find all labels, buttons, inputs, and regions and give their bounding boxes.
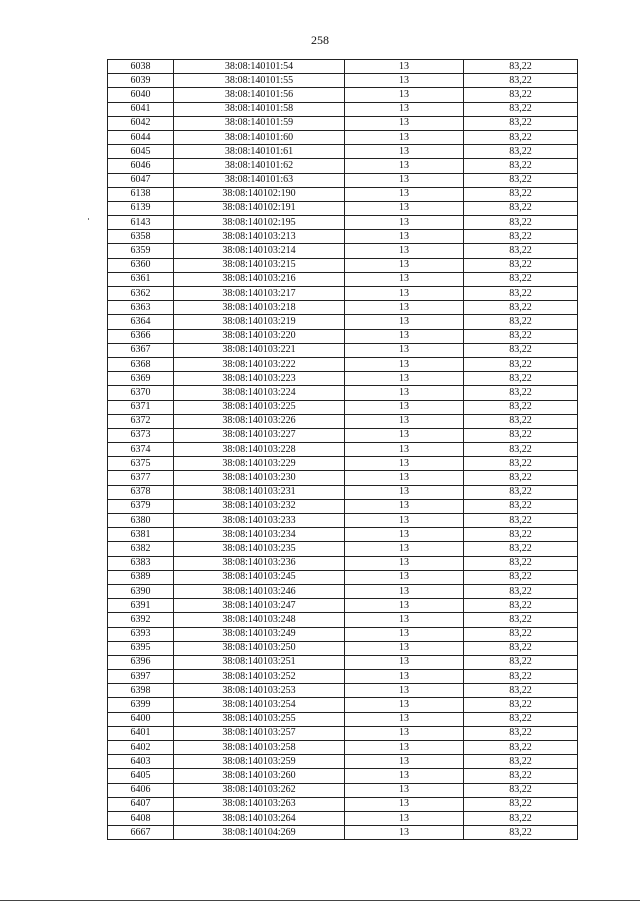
value-cell: 83,22 xyxy=(464,386,578,400)
quantity-cell: 13 xyxy=(345,130,464,144)
value-cell: 83,22 xyxy=(464,698,578,712)
row-number-cell: 6364 xyxy=(108,315,174,329)
table-row xyxy=(108,741,578,755)
cadastral-number-cell: 38:08:140103:247 xyxy=(174,599,345,613)
value-cell: 83,22 xyxy=(464,329,578,343)
quantity-cell: 13 xyxy=(345,627,464,641)
value-cell: 83,22 xyxy=(464,712,578,726)
quantity-cell: 13 xyxy=(345,471,464,485)
row-number-cell: 6363 xyxy=(108,301,174,315)
quantity-cell: 13 xyxy=(345,443,464,457)
row-number-cell: 6369 xyxy=(108,372,174,386)
table-row xyxy=(108,272,578,286)
row-number-cell: 6370 xyxy=(108,386,174,400)
cadastral-number-cell: 38:08:140101:63 xyxy=(174,173,345,187)
cadastral-number-cell: 38:08:140103:252 xyxy=(174,670,345,684)
cadastral-number-cell: 38:08:140103:248 xyxy=(174,613,345,627)
value-cell: 83,22 xyxy=(464,372,578,386)
row-number-cell: 6380 xyxy=(108,514,174,528)
value-cell: 83,22 xyxy=(464,769,578,783)
quantity-cell: 13 xyxy=(345,145,464,159)
row-number-cell: 6366 xyxy=(108,329,174,343)
quantity-cell: 13 xyxy=(345,726,464,740)
table-row xyxy=(108,542,578,556)
value-cell: 83,22 xyxy=(464,570,578,584)
value-cell: 83,22 xyxy=(464,584,578,598)
value-cell: 83,22 xyxy=(464,315,578,329)
cadastral-number-cell: 38:08:140103:235 xyxy=(174,542,345,556)
table-row xyxy=(108,343,578,357)
quantity-cell: 13 xyxy=(345,712,464,726)
value-cell: 83,22 xyxy=(464,811,578,825)
row-number-cell: 6405 xyxy=(108,769,174,783)
table-row xyxy=(108,102,578,116)
table-row xyxy=(108,88,578,102)
cadastral-number-cell: 38:08:140103:257 xyxy=(174,726,345,740)
value-cell: 83,22 xyxy=(464,88,578,102)
row-number-cell: 6667 xyxy=(108,826,174,840)
row-number-cell: 6371 xyxy=(108,400,174,414)
table-row xyxy=(108,584,578,598)
table-row xyxy=(108,173,578,187)
value-cell: 83,22 xyxy=(464,258,578,272)
scan-mark xyxy=(88,218,89,220)
row-number-cell: 6379 xyxy=(108,499,174,513)
row-number-cell: 6362 xyxy=(108,287,174,301)
row-number-cell: 6046 xyxy=(108,159,174,173)
table-row xyxy=(108,712,578,726)
quantity-cell: 13 xyxy=(345,741,464,755)
quantity-cell: 13 xyxy=(345,244,464,258)
table-body xyxy=(108,60,578,840)
value-cell: 83,22 xyxy=(464,116,578,130)
value-cell: 83,22 xyxy=(464,556,578,570)
row-number-cell: 6367 xyxy=(108,343,174,357)
table-row xyxy=(108,499,578,513)
table-row xyxy=(108,485,578,499)
table-row xyxy=(108,443,578,457)
value-cell: 83,22 xyxy=(464,755,578,769)
table-row xyxy=(108,287,578,301)
table-row xyxy=(108,400,578,414)
table-row xyxy=(108,613,578,627)
table-row xyxy=(108,528,578,542)
value-cell: 83,22 xyxy=(464,471,578,485)
quantity-cell: 13 xyxy=(345,457,464,471)
page-bottom-rule xyxy=(0,900,640,901)
table-row xyxy=(108,457,578,471)
row-number-cell: 6391 xyxy=(108,599,174,613)
row-number-cell: 6399 xyxy=(108,698,174,712)
value-cell: 83,22 xyxy=(464,287,578,301)
quantity-cell: 13 xyxy=(345,116,464,130)
row-number-cell: 6044 xyxy=(108,130,174,144)
cadastral-number-cell: 38:08:140101:55 xyxy=(174,74,345,88)
cadastral-number-cell: 38:08:140103:226 xyxy=(174,414,345,428)
cadastral-number-cell: 38:08:140103:213 xyxy=(174,230,345,244)
quantity-cell: 13 xyxy=(345,343,464,357)
table-row xyxy=(108,641,578,655)
table-row xyxy=(108,627,578,641)
table-row xyxy=(108,655,578,669)
quantity-cell: 13 xyxy=(345,88,464,102)
quantity-cell: 13 xyxy=(345,599,464,613)
quantity-cell: 13 xyxy=(345,301,464,315)
table-row xyxy=(108,230,578,244)
quantity-cell: 13 xyxy=(345,287,464,301)
cadastral-number-cell: 38:08:140103:233 xyxy=(174,514,345,528)
cadastral-number-cell: 38:08:140103:250 xyxy=(174,641,345,655)
row-number-cell: 6397 xyxy=(108,670,174,684)
row-number-cell: 6143 xyxy=(108,216,174,230)
row-number-cell: 6375 xyxy=(108,457,174,471)
quantity-cell: 13 xyxy=(345,400,464,414)
table-row xyxy=(108,698,578,712)
cadastral-number-cell: 38:08:140103:245 xyxy=(174,570,345,584)
value-cell: 83,22 xyxy=(464,641,578,655)
value-cell: 83,22 xyxy=(464,230,578,244)
row-number-cell: 6374 xyxy=(108,443,174,457)
cadastral-number-cell: 38:08:140103:216 xyxy=(174,272,345,286)
value-cell: 83,22 xyxy=(464,244,578,258)
value-cell: 83,22 xyxy=(464,670,578,684)
value-cell: 83,22 xyxy=(464,343,578,357)
quantity-cell: 13 xyxy=(345,514,464,528)
value-cell: 83,22 xyxy=(464,655,578,669)
quantity-cell: 13 xyxy=(345,826,464,840)
row-number-cell: 6389 xyxy=(108,570,174,584)
quantity-cell: 13 xyxy=(345,159,464,173)
row-number-cell: 6047 xyxy=(108,173,174,187)
table-row xyxy=(108,116,578,130)
value-cell: 83,22 xyxy=(464,400,578,414)
row-number-cell: 6407 xyxy=(108,797,174,811)
quantity-cell: 13 xyxy=(345,201,464,215)
table-row xyxy=(108,684,578,698)
row-number-cell: 6396 xyxy=(108,655,174,669)
row-number-cell: 6045 xyxy=(108,145,174,159)
cadastral-number-cell: 38:08:140101:62 xyxy=(174,159,345,173)
quantity-cell: 13 xyxy=(345,187,464,201)
table-row xyxy=(108,244,578,258)
quantity-cell: 13 xyxy=(345,542,464,556)
row-number-cell: 6401 xyxy=(108,726,174,740)
value-cell: 83,22 xyxy=(464,60,578,74)
value-cell: 83,22 xyxy=(464,414,578,428)
cadastral-number-cell: 38:08:140103:231 xyxy=(174,485,345,499)
table-row xyxy=(108,386,578,400)
cadastral-number-cell: 38:08:140103:214 xyxy=(174,244,345,258)
cadastral-number-cell: 38:08:140103:223 xyxy=(174,372,345,386)
value-cell: 83,22 xyxy=(464,301,578,315)
cadastral-number-cell: 38:08:140103:234 xyxy=(174,528,345,542)
quantity-cell: 13 xyxy=(345,528,464,542)
cadastral-number-cell: 38:08:140103:229 xyxy=(174,457,345,471)
cadastral-number-cell: 38:08:140101:60 xyxy=(174,130,345,144)
row-number-cell: 6372 xyxy=(108,414,174,428)
quantity-cell: 13 xyxy=(345,230,464,244)
cadastral-number-cell: 38:08:140102:190 xyxy=(174,187,345,201)
quantity-cell: 13 xyxy=(345,372,464,386)
row-number-cell: 6138 xyxy=(108,187,174,201)
value-cell: 83,22 xyxy=(464,627,578,641)
cadastral-number-cell: 38:08:140101:58 xyxy=(174,102,345,116)
value-cell: 83,22 xyxy=(464,528,578,542)
row-number-cell: 6395 xyxy=(108,641,174,655)
table-row xyxy=(108,74,578,88)
cadastral-number-cell: 38:08:140103:254 xyxy=(174,698,345,712)
value-cell: 83,22 xyxy=(464,159,578,173)
table-row xyxy=(108,599,578,613)
quantity-cell: 13 xyxy=(345,641,464,655)
value-cell: 83,22 xyxy=(464,684,578,698)
row-number-cell: 6139 xyxy=(108,201,174,215)
value-cell: 83,22 xyxy=(464,499,578,513)
cadastral-number-cell: 38:08:140103:224 xyxy=(174,386,345,400)
table-row xyxy=(108,783,578,797)
cadastral-number-cell: 38:08:140103:264 xyxy=(174,811,345,825)
table-row xyxy=(108,130,578,144)
row-number-cell: 6381 xyxy=(108,528,174,542)
cadastral-number-cell: 38:08:140103:219 xyxy=(174,315,345,329)
quantity-cell: 13 xyxy=(345,102,464,116)
table-row xyxy=(108,471,578,485)
value-cell: 83,22 xyxy=(464,173,578,187)
quantity-cell: 13 xyxy=(345,755,464,769)
cadastral-number-cell: 38:08:140103:215 xyxy=(174,258,345,272)
cadastral-number-cell: 38:08:140103:230 xyxy=(174,471,345,485)
value-cell: 83,22 xyxy=(464,599,578,613)
cadastral-number-cell: 38:08:140103:236 xyxy=(174,556,345,570)
table-row xyxy=(108,769,578,783)
row-number-cell: 6358 xyxy=(108,230,174,244)
cadastral-number-cell: 38:08:140103:253 xyxy=(174,684,345,698)
table-row xyxy=(108,301,578,315)
row-number-cell: 6392 xyxy=(108,613,174,627)
row-number-cell: 6040 xyxy=(108,88,174,102)
cadastral-number-cell: 38:08:140103:227 xyxy=(174,428,345,442)
value-cell: 83,22 xyxy=(464,797,578,811)
cadastral-number-cell: 38:08:140101:59 xyxy=(174,116,345,130)
table-row xyxy=(108,570,578,584)
cadastral-number-cell: 38:08:140103:251 xyxy=(174,655,345,669)
table-row xyxy=(108,726,578,740)
quantity-cell: 13 xyxy=(345,797,464,811)
value-cell: 83,22 xyxy=(464,201,578,215)
quantity-cell: 13 xyxy=(345,570,464,584)
quantity-cell: 13 xyxy=(345,811,464,825)
table-row xyxy=(108,514,578,528)
table-row xyxy=(108,315,578,329)
cadastral-table xyxy=(107,59,578,840)
value-cell: 83,22 xyxy=(464,428,578,442)
cadastral-number-cell: 38:08:140101:54 xyxy=(174,60,345,74)
quantity-cell: 13 xyxy=(345,258,464,272)
cadastral-number-cell: 38:08:140103:262 xyxy=(174,783,345,797)
row-number-cell: 6038 xyxy=(108,60,174,74)
cadastral-number-cell: 38:08:140103:222 xyxy=(174,357,345,371)
table-row xyxy=(108,159,578,173)
table-row xyxy=(108,329,578,343)
value-cell: 83,22 xyxy=(464,726,578,740)
quantity-cell: 13 xyxy=(345,613,464,627)
cadastral-number-cell: 38:08:140102:191 xyxy=(174,201,345,215)
row-number-cell: 6398 xyxy=(108,684,174,698)
row-number-cell: 6383 xyxy=(108,556,174,570)
quantity-cell: 13 xyxy=(345,684,464,698)
cadastral-number-cell: 38:08:140103:221 xyxy=(174,343,345,357)
table-row xyxy=(108,372,578,386)
value-cell: 83,22 xyxy=(464,457,578,471)
table-row xyxy=(108,414,578,428)
cadastral-number-cell: 38:08:140103:263 xyxy=(174,797,345,811)
table-row xyxy=(108,145,578,159)
value-cell: 83,22 xyxy=(464,826,578,840)
quantity-cell: 13 xyxy=(345,655,464,669)
value-cell: 83,22 xyxy=(464,613,578,627)
cadastral-number-cell: 38:08:140103:217 xyxy=(174,287,345,301)
cadastral-number-cell: 38:08:140103:246 xyxy=(174,584,345,598)
cadastral-number-cell: 38:08:140103:232 xyxy=(174,499,345,513)
row-number-cell: 6039 xyxy=(108,74,174,88)
cadastral-number-cell: 38:08:140103:249 xyxy=(174,627,345,641)
quantity-cell: 13 xyxy=(345,670,464,684)
row-number-cell: 6393 xyxy=(108,627,174,641)
row-number-cell: 6360 xyxy=(108,258,174,272)
quantity-cell: 13 xyxy=(345,329,464,343)
quantity-cell: 13 xyxy=(345,315,464,329)
cadastral-number-cell: 38:08:140101:61 xyxy=(174,145,345,159)
cadastral-number-cell: 38:08:140103:218 xyxy=(174,301,345,315)
row-number-cell: 6359 xyxy=(108,244,174,258)
quantity-cell: 13 xyxy=(345,272,464,286)
cadastral-number-cell: 38:08:140103:220 xyxy=(174,329,345,343)
value-cell: 83,22 xyxy=(464,542,578,556)
cadastral-number-cell: 38:08:140103:225 xyxy=(174,400,345,414)
value-cell: 83,22 xyxy=(464,272,578,286)
table-row xyxy=(108,201,578,215)
value-cell: 83,22 xyxy=(464,443,578,457)
value-cell: 83,22 xyxy=(464,741,578,755)
row-number-cell: 6390 xyxy=(108,584,174,598)
quantity-cell: 13 xyxy=(345,216,464,230)
quantity-cell: 13 xyxy=(345,74,464,88)
quantity-cell: 13 xyxy=(345,499,464,513)
row-number-cell: 6400 xyxy=(108,712,174,726)
cadastral-number-cell: 38:08:140103:260 xyxy=(174,769,345,783)
row-number-cell: 6402 xyxy=(108,741,174,755)
row-number-cell: 6378 xyxy=(108,485,174,499)
quantity-cell: 13 xyxy=(345,783,464,797)
row-number-cell: 6373 xyxy=(108,428,174,442)
table-row xyxy=(108,556,578,570)
cadastral-number-cell: 38:08:140104:269 xyxy=(174,826,345,840)
quantity-cell: 13 xyxy=(345,584,464,598)
table-row xyxy=(108,60,578,74)
table-row xyxy=(108,258,578,272)
table-row xyxy=(108,811,578,825)
cadastral-number-cell: 38:08:140103:228 xyxy=(174,443,345,457)
row-number-cell: 6042 xyxy=(108,116,174,130)
row-number-cell: 6377 xyxy=(108,471,174,485)
quantity-cell: 13 xyxy=(345,698,464,712)
table-row xyxy=(108,187,578,201)
quantity-cell: 13 xyxy=(345,357,464,371)
table-row xyxy=(108,670,578,684)
value-cell: 83,22 xyxy=(464,145,578,159)
row-number-cell: 6403 xyxy=(108,755,174,769)
row-number-cell: 6041 xyxy=(108,102,174,116)
cadastral-number-cell: 38:08:140101:56 xyxy=(174,88,345,102)
quantity-cell: 13 xyxy=(345,556,464,570)
value-cell: 83,22 xyxy=(464,216,578,230)
row-number-cell: 6382 xyxy=(108,542,174,556)
value-cell: 83,22 xyxy=(464,514,578,528)
cadastral-number-cell: 38:08:140103:258 xyxy=(174,741,345,755)
value-cell: 83,22 xyxy=(464,187,578,201)
table-row xyxy=(108,755,578,769)
quantity-cell: 13 xyxy=(345,173,464,187)
quantity-cell: 13 xyxy=(345,485,464,499)
cadastral-number-cell: 38:08:140102:195 xyxy=(174,216,345,230)
value-cell: 83,22 xyxy=(464,130,578,144)
row-number-cell: 6368 xyxy=(108,357,174,371)
quantity-cell: 13 xyxy=(345,769,464,783)
row-number-cell: 6408 xyxy=(108,811,174,825)
table-row xyxy=(108,357,578,371)
cadastral-number-cell: 38:08:140103:259 xyxy=(174,755,345,769)
table-row xyxy=(108,826,578,840)
row-number-cell: 6361 xyxy=(108,272,174,286)
page-number: 258 xyxy=(311,33,329,47)
quantity-cell: 13 xyxy=(345,414,464,428)
value-cell: 83,22 xyxy=(464,102,578,116)
quantity-cell: 13 xyxy=(345,386,464,400)
value-cell: 83,22 xyxy=(464,357,578,371)
table-row xyxy=(108,428,578,442)
table-row xyxy=(108,216,578,230)
cadastral-number-cell: 38:08:140103:255 xyxy=(174,712,345,726)
value-cell: 83,22 xyxy=(464,783,578,797)
row-number-cell: 6406 xyxy=(108,783,174,797)
quantity-cell: 13 xyxy=(345,428,464,442)
value-cell: 83,22 xyxy=(464,74,578,88)
quantity-cell: 13 xyxy=(345,60,464,74)
value-cell: 83,22 xyxy=(464,485,578,499)
table-row xyxy=(108,797,578,811)
